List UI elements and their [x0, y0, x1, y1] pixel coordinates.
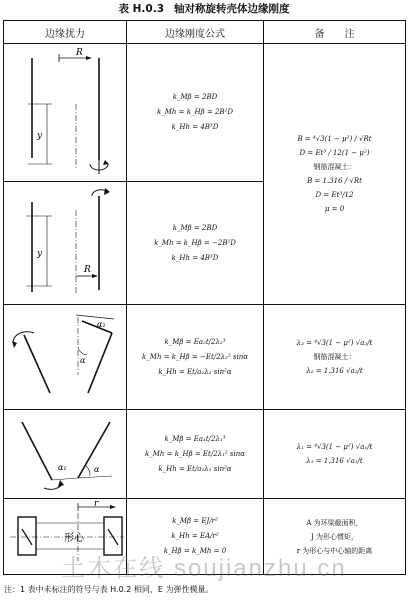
formula-line: k_Mβ = Ea₁t/2λ₁³	[164, 434, 226, 443]
table-row	[4, 305, 406, 410]
cylinder-edge-diagram-1	[4, 44, 127, 181]
dim-y-label: y	[37, 131, 43, 141]
header-row	[4, 21, 406, 44]
diagram-row2	[4, 182, 127, 305]
formula-line: k_Mh = k_Hβ = Et/2λ₁² sinα	[144, 449, 246, 458]
diagram-row3	[4, 305, 127, 410]
note-concrete-lambda2: λ₂ = 1.316 √a₂/t	[306, 367, 363, 375]
dim-r-label: R	[76, 48, 83, 58]
note-d-formula: D = Et³ / 12(1 − μ²)	[299, 149, 370, 157]
dim-r-label: R	[84, 265, 91, 275]
formula-row1	[127, 44, 264, 182]
header-notes: 备 注	[264, 21, 406, 44]
note-concrete-mu: μ = 0	[324, 205, 345, 213]
note-concrete-label: 钢筋混凝土：	[313, 353, 356, 361]
table-title	[0, 0, 408, 20]
formula-line: k_Mh = k_Hβ = 2B²D	[157, 108, 233, 116]
note-inertia: J 为形心惯矩，	[310, 532, 359, 541]
formula-line: k_Hh = Et/a₂λ₂ sin²α	[158, 367, 232, 376]
angle-label-alpha: α	[94, 465, 100, 474]
notes-rows-1-2	[264, 44, 406, 305]
angle-label-a1: α₁	[58, 463, 67, 472]
watermark: 土木在线 soujianzhu.cn	[61, 555, 347, 582]
centroid-label: 形心	[64, 533, 84, 544]
footnote: 注：1 表中未标注的符号与表 H.0.2 相同，E 为弹性模量。	[4, 585, 214, 594]
formula-line: k_Mh = k_Hβ = −2B²D	[154, 238, 236, 247]
formula-line: k_Mβ = Ea₂t/2λ₂³	[164, 337, 226, 346]
note-lambda1: λ₁ = ⁴√3(1 − μ²) √a₁/t	[296, 443, 373, 451]
note-distance: r 为形心与中心轴的距离	[296, 546, 373, 555]
notes-row4	[264, 410, 406, 499]
note-area: A 为环梁截面积，	[306, 518, 363, 527]
note-lambda2: λ₂ = ⁴√3(1 − μ²) √a₂/t	[296, 339, 373, 347]
angle-label-alpha: α	[80, 356, 86, 365]
note-concrete-b: B = 1.316 / √Rt	[307, 177, 362, 185]
ring-beam-diagram	[4, 499, 127, 574]
note-concrete-label: 钢筋混凝土：	[313, 163, 356, 171]
dim-r-label: r	[94, 499, 99, 509]
diagram-row1	[4, 44, 127, 182]
table-name: 轴对称旋转壳体边缘刚度	[174, 3, 290, 15]
formula-line: k_Hh = Et/a₁λ₁ sin²α	[158, 464, 232, 473]
cone-edge-diagram-bottom	[4, 410, 127, 498]
note-concrete-d: D = Et³/12	[315, 191, 354, 199]
cylinder-edge-diagram-2	[4, 182, 127, 304]
table-row	[4, 410, 406, 499]
formula-line: k_Hh = 4B³D	[171, 123, 219, 131]
formula-row4	[127, 410, 264, 499]
formula-row5	[127, 499, 264, 575]
formula-line: k_Hβ = k_Mh = 0	[163, 547, 227, 555]
formula-line: k_Mh = k_Hβ = −Et/2λ₂² sinα	[142, 352, 248, 361]
cone-edge-diagram-top	[4, 305, 127, 409]
table-code: 表 H.0.3	[118, 3, 165, 15]
angle-label-a2: α₂	[97, 320, 106, 329]
table-row	[4, 499, 406, 575]
diagram-row4	[4, 410, 127, 499]
formula-line: k_Hh = EA/r²	[171, 532, 219, 540]
header-edge-force: 边缘扰力	[4, 21, 127, 44]
formula-row3	[127, 305, 264, 410]
formula-line: k_Hh = 4B³D	[171, 253, 219, 262]
formula-line: k_Mβ = EJ/r²	[172, 517, 218, 525]
table-row	[4, 44, 406, 182]
dim-y-label: y	[37, 249, 43, 259]
note-b-formula: B = ⁴√3(1 − μ²) / √Rt	[297, 135, 372, 143]
notes-row3	[264, 305, 406, 410]
header-stiffness-formula: 边缘刚度公式	[127, 21, 264, 44]
diagram-row5	[4, 499, 127, 575]
note-concrete-lambda1: λ₁ = 1.316 √a₁/t	[306, 457, 363, 465]
formula-line: k_Mβ = 2BD	[172, 93, 218, 101]
notes-row5	[264, 499, 406, 575]
formula-line: k_Mβ = 2BD	[172, 223, 218, 232]
edge-stiffness-table	[3, 20, 406, 575]
formula-row2	[127, 182, 264, 305]
